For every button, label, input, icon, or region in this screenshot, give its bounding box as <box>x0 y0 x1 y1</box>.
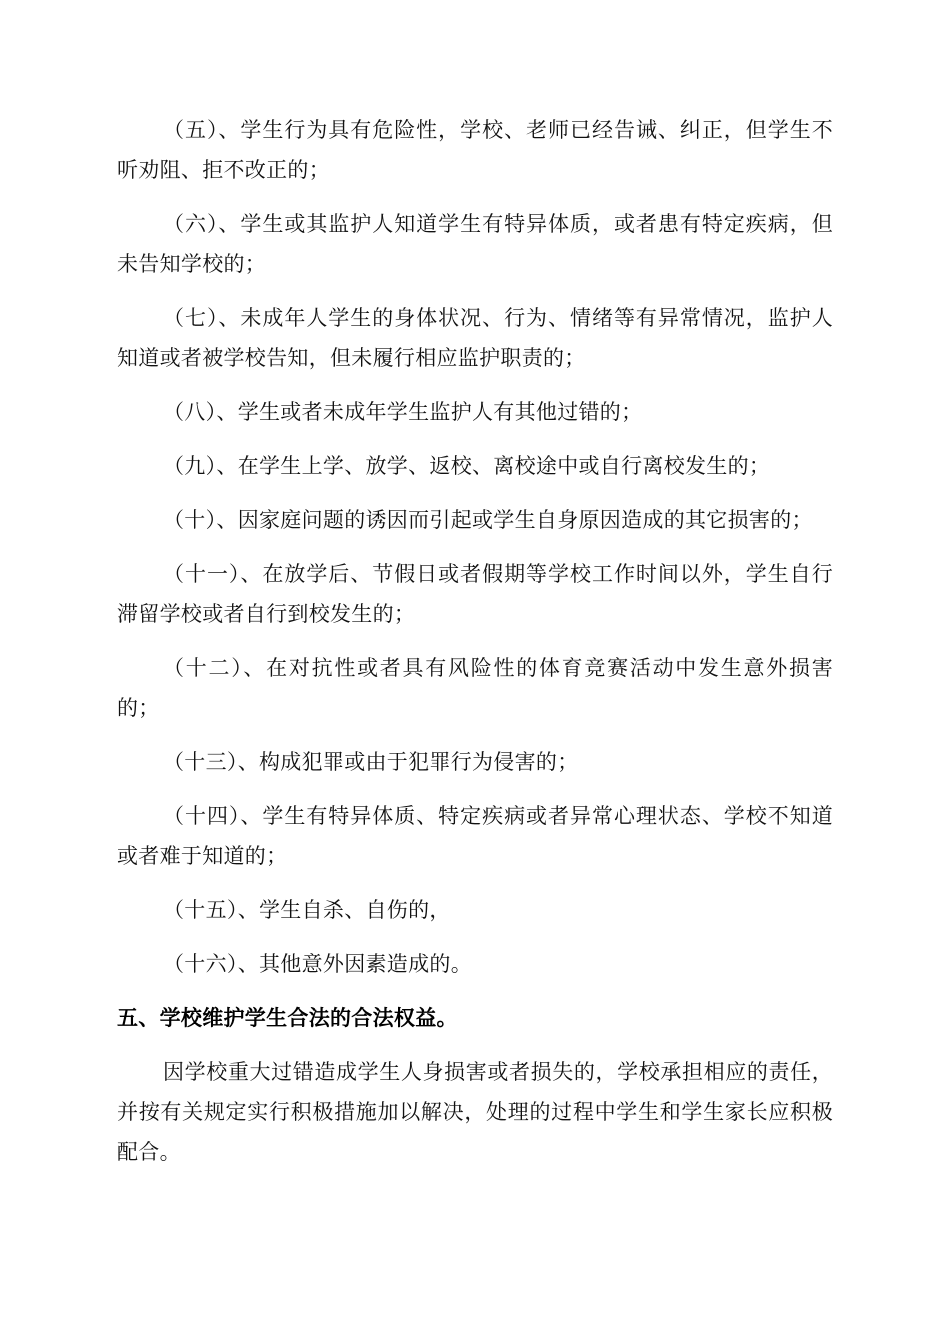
clause-15: （十五）、学生自杀、自伤的， <box>163 898 451 922</box>
closing-paragraph: 因学校重大过错造成学生人身损害或者损失的，学校承担相应的责任，并按有关规定实行积极措施加以解决，处理的过程中学生和学生家长应积极配合。 <box>117 1060 833 1164</box>
clause-10: （十）、因家庭问题的诱因而引起或学生自身原因造成的其它损害的； <box>163 508 813 532</box>
clause-12: （十二）、在对抗性或者具有风险性的体育竞赛活动中发生意外损害的； <box>117 656 833 720</box>
clause-14: （十四）、学生有特异体质、特定疾病或者异常心理状态、学校不知道或者难于知道的； <box>117 804 833 868</box>
clause-9: （九）、在学生上学、放学、返校、离校途中或自行离校发生的； <box>163 454 771 478</box>
clause-16: （十六）、其他意外因素造成的。 <box>163 952 472 976</box>
document-body <box>117 110 833 1172</box>
clause-5: （五）、学生行为具有危险性，学校、老师已经告诫、纠正，但学生不听劝阻、拒不改正的； <box>117 118 833 182</box>
clause-6: （六）、学生或其监护人知道学生有特异体质，或者患有特定疾病，但未告知学校的； <box>117 212 833 276</box>
section-heading: 五、学校维护学生合法的合法权益。 <box>117 1006 458 1030</box>
clause-8: （八）、学生或者未成年学生监护人有其他过错的； <box>163 400 643 424</box>
clause-13: （十三）、构成犯罪或由于犯罪行为侵害的； <box>163 750 579 774</box>
clause-7: （七）、未成年人学生的身体状况、行为、情绪等有异常情况，监护人知道或者被学校告知，但未履行相应监护职责的； <box>117 306 833 370</box>
clause-11: （十一）、在放学后、节假日或者假期等学校工作时间以外，学生自行滞留学校或者自行到校发生的； <box>117 562 833 626</box>
